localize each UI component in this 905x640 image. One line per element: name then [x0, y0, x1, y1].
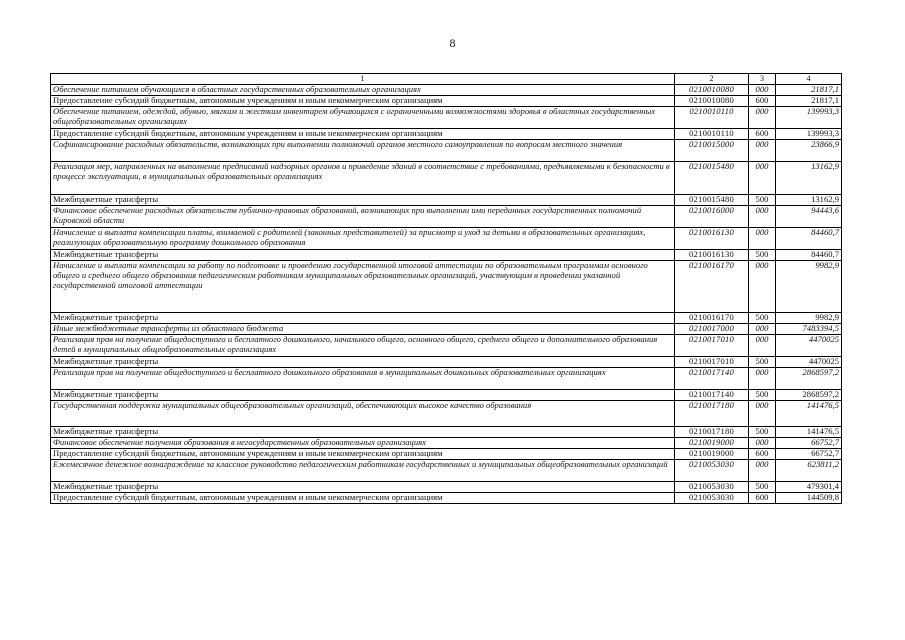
row-amount: 94443,6 — [776, 206, 842, 228]
row-description: Межбюджетные трансферты — [51, 427, 675, 438]
row-target-code: 0210017140 — [675, 368, 749, 390]
row-amount: 479301,4 — [776, 482, 842, 493]
row-expense-type: 000 — [749, 85, 776, 96]
row-target-code: 0210016130 — [675, 250, 749, 261]
table-row — [51, 460, 842, 482]
table-row — [51, 96, 842, 107]
row-target-code: 0210010080 — [675, 85, 749, 96]
row-expense-type: 000 — [749, 335, 776, 357]
row-expense-type: 500 — [749, 427, 776, 438]
row-target-code: 0210053030 — [675, 482, 749, 493]
row-amount: 21817,1 — [776, 96, 842, 107]
row-amount: 66752,7 — [776, 438, 842, 449]
row-amount: 139993,3 — [776, 129, 842, 140]
row-expense-type: 000 — [749, 261, 776, 313]
row-description: Софинансирование расходных обязательств, возникающих при выполнении полномочий органов местного самоуправления по вопросам местного значения — [51, 140, 675, 162]
row-expense-type: 000 — [749, 324, 776, 335]
row-description: Предоставление субсидий бюджетным, автономным учреждениям и иным некоммерческим организациям — [51, 129, 675, 140]
row-target-code: 0210017010 — [675, 335, 749, 357]
row-expense-type: 000 — [749, 228, 776, 250]
row-description: Межбюджетные трансферты — [51, 390, 675, 401]
row-expense-type: 500 — [749, 357, 776, 368]
row-amount: 2868597,2 — [776, 390, 842, 401]
row-target-code: 0210017180 — [675, 427, 749, 438]
table-row — [51, 493, 842, 504]
row-target-code: 0210016170 — [675, 313, 749, 324]
page-number: 8 — [449, 36, 456, 50]
row-target-code: 0210015000 — [675, 140, 749, 162]
row-description: Обеспечение питанием, одеждой, обувью, мягким и жестким инвентарем обучающихся с ограниченными возможностями здоровья в областных государственных общеобразовательных организациях — [51, 107, 675, 129]
row-expense-type: 000 — [749, 162, 776, 195]
row-amount: 144509,8 — [776, 493, 842, 504]
table-row — [51, 140, 842, 162]
budget-table — [50, 73, 842, 504]
row-description: Реализация прав на получение общедоступного и бесплатного дошкольного, начального общего, основного общего, среднего общего и дополнительного образования детей в муниципальных общеобразовательных организациях — [51, 335, 675, 357]
table-row — [51, 250, 842, 261]
row-target-code: 0210053030 — [675, 493, 749, 504]
row-description: Финансовое обеспечение расходных обязательств публично-правовых образований, возникающих при выполнении ими переданных государственных полномочий Кировской области — [51, 206, 675, 228]
table-row — [51, 206, 842, 228]
row-target-code: 0210017000 — [675, 324, 749, 335]
row-amount: 4470025 — [776, 357, 842, 368]
row-target-code: 0210010110 — [675, 129, 749, 140]
row-expense-type: 600 — [749, 129, 776, 140]
row-target-code: 0210017010 — [675, 357, 749, 368]
row-description: Обеспечение питанием обучающихся в областных государственных образовательных организациях — [51, 85, 675, 96]
table-row — [51, 261, 842, 313]
row-target-code: 0210017140 — [675, 390, 749, 401]
row-expense-type: 000 — [749, 107, 776, 129]
row-amount: 13162,9 — [776, 162, 842, 195]
table-row — [51, 449, 842, 460]
row-target-code: 0210016000 — [675, 206, 749, 228]
row-description: Межбюджетные трансферты — [51, 250, 675, 261]
row-amount: 4470025 — [776, 335, 842, 357]
row-amount: 13162,9 — [776, 195, 842, 206]
table-row — [51, 368, 842, 390]
row-target-code: 0210015480 — [675, 162, 749, 195]
table-row — [51, 357, 842, 368]
row-description: Предоставление субсидий бюджетным, автономным учреждениям и иным некоммерческим организациям — [51, 96, 675, 107]
row-description: Иные межбюджетные трансферты из областного бюджета — [51, 324, 675, 335]
header-cell-type: 3 — [749, 74, 776, 85]
row-expense-type: 600 — [749, 96, 776, 107]
row-amount: 66752,7 — [776, 449, 842, 460]
row-description: Начисление и выплата компенсации платы, взимаемой с родителей (законных представителей) за присмотр и уход за детьми в образовательных организациях, реализующих образовательную программу дошкольного образования — [51, 228, 675, 250]
table-row — [51, 313, 842, 324]
row-description: Предоставление субсидий бюджетным, автономным учреждениям и иным некоммерческим организациям — [51, 449, 675, 460]
table-row — [51, 438, 842, 449]
row-amount: 139993,3 — [776, 107, 842, 129]
table-row — [51, 335, 842, 357]
table-row — [51, 195, 842, 206]
row-expense-type: 600 — [749, 493, 776, 504]
table-row — [51, 390, 842, 401]
row-target-code: 0210016170 — [675, 261, 749, 313]
row-target-code: 0210017180 — [675, 401, 749, 427]
table-row — [51, 482, 842, 493]
row-expense-type: 000 — [749, 438, 776, 449]
row-description: Предоставление субсидий бюджетным, автономным учреждениям и иным некоммерческим организациям — [51, 493, 675, 504]
header-cell-name: 1 — [51, 74, 675, 85]
budget-table-body — [51, 74, 842, 504]
row-description: Межбюджетные трансферты — [51, 313, 675, 324]
row-target-code: 0210010110 — [675, 107, 749, 129]
row-expense-type: 500 — [749, 250, 776, 261]
row-expense-type: 000 — [749, 206, 776, 228]
row-amount: 2868597,2 — [776, 368, 842, 390]
table-row — [51, 324, 842, 335]
table-header-row — [51, 74, 842, 85]
table-row — [51, 129, 842, 140]
row-target-code: 0210019000 — [675, 449, 749, 460]
row-expense-type: 500 — [749, 313, 776, 324]
row-expense-type: 000 — [749, 460, 776, 482]
row-description: Финансовое обеспечение получения образования в негосударственных образовательных организациях — [51, 438, 675, 449]
row-target-code: 0210016130 — [675, 228, 749, 250]
row-amount: 623811,2 — [776, 460, 842, 482]
row-expense-type: 500 — [749, 195, 776, 206]
table-row — [51, 107, 842, 129]
row-amount: 141476,5 — [776, 401, 842, 427]
row-amount: 7483394,5 — [776, 324, 842, 335]
table-row — [51, 162, 842, 195]
row-description: Ежемесячное денежное вознаграждение за классное руководство педагогическим работникам государственных и муниципальных общеобразовательных организаций — [51, 460, 675, 482]
header-cell-amount: 4 — [776, 74, 842, 85]
row-amount: 23866,9 — [776, 140, 842, 162]
row-target-code: 0210010080 — [675, 96, 749, 107]
row-expense-type: 600 — [749, 449, 776, 460]
row-amount: 84460,7 — [776, 228, 842, 250]
row-amount: 9982,9 — [776, 261, 842, 313]
row-target-code: 0210015480 — [675, 195, 749, 206]
row-expense-type: 500 — [749, 390, 776, 401]
row-target-code: 0210053030 — [675, 460, 749, 482]
row-expense-type: 000 — [749, 401, 776, 427]
row-target-code: 0210019000 — [675, 438, 749, 449]
row-description: Межбюджетные трансферты — [51, 195, 675, 206]
table-row — [51, 228, 842, 250]
row-expense-type: 000 — [749, 140, 776, 162]
row-description: Государственная поддержка муниципальных общеобразовательных организаций, обеспечивающих высокое качество образования — [51, 401, 675, 427]
table-row — [51, 85, 842, 96]
row-amount: 21817,1 — [776, 85, 842, 96]
row-amount: 9982,9 — [776, 313, 842, 324]
row-description: Межбюджетные трансферты — [51, 357, 675, 368]
row-expense-type: 000 — [749, 368, 776, 390]
row-amount: 141476,5 — [776, 427, 842, 438]
row-description: Начисление и выплата компенсации за работу по подготовке и проведению государственной итоговой аттестации по образовательным программам основного общего и среднего общего образования педагогическим работникам муниципальных образовательных организаций, участвующим в проведении указанной государственной итоговой аттестации — [51, 261, 675, 313]
row-amount: 84460,7 — [776, 250, 842, 261]
row-description: Реализация мер, направленных на выполнение предписаний надзорных органов и приведение зданий в соответствие с требованиями, предъявляемыми к безопасности в процессе эксплуатации, в муниципальных образовательных организациях — [51, 162, 675, 195]
row-expense-type: 500 — [749, 482, 776, 493]
table-row — [51, 401, 842, 427]
header-cell-code: 2 — [675, 74, 749, 85]
table-row — [51, 427, 842, 438]
row-description: Реализация прав на получение общедоступного и бесплатного дошкольного образования в муниципальных дошкольных образовательных организациях — [51, 368, 675, 390]
row-description: Межбюджетные трансферты — [51, 482, 675, 493]
